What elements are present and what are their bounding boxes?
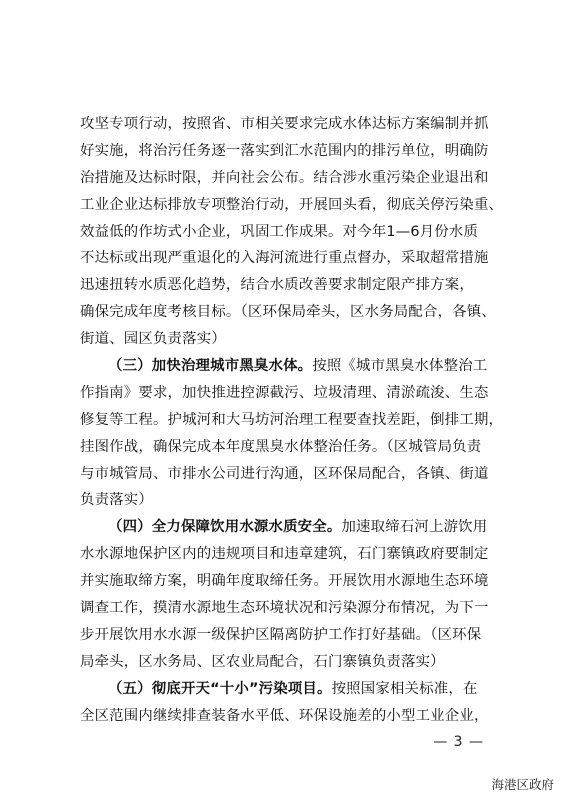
section-3-first-text: 按照《城市黑臭水体整治工 <box>312 358 488 375</box>
paragraph-line: 确保完成年度考核目标。（区环保局牵头，区水务局配合，各镇、 <box>80 304 496 321</box>
body-text <box>80 111 504 729</box>
paragraph-line: 迅速扭转水质恶化趋势，结合水质改善要求制定限产排方案， <box>80 277 474 294</box>
paragraph-line: 好实施，将治污任务逐一落实到汇水范围内的排污单位，明确防 <box>80 142 489 159</box>
paragraph-line: 攻坚专项行动，按照省、市相关要求完成水体达标方案编制并抓 <box>80 116 489 132</box>
section-3-heading: （三）加快治理城市黑臭水体。 <box>108 358 313 375</box>
paragraph-line: 作指南》要求，加快推进控源截污、垃圾清理、清淤疏浚、生态 <box>80 384 489 401</box>
section-5-first-line <box>80 676 498 703</box>
section-5-heading: （五）彻底开天“十小”污染项目。 <box>108 680 332 697</box>
section-5-first-text: 按照国家相关标准，在 <box>331 680 478 697</box>
page-number: — 3 — <box>433 734 484 750</box>
paragraph-line: 步开展饮用水水源一级保护区隔离防护工作打好基础。（区环保 <box>80 626 482 643</box>
paragraph-line: 治措施及达标时限，并向社会公布。结合涉水重污染企业退出和 <box>80 169 489 186</box>
paragraph-line: 街道、园区负责落实） <box>80 331 226 348</box>
source-watermark: 海港区政府 <box>491 777 554 792</box>
paragraph-line: 效益低的作坊式小企业，巩固工作成果。对今年1—6月份水质 <box>80 223 479 240</box>
paragraph-line: 水水源地保护区内的违规项目和违章建筑，石门寨镇政府要制定 <box>80 546 489 563</box>
paragraph-line: 负责落实） <box>80 492 153 509</box>
section-4-first-text: 加速取缔石河上游饮用 <box>341 519 488 536</box>
paragraph-line: 修复等工程。护城河和大马坊河治理工程要查找差距，倒排工期， <box>80 411 504 428</box>
paragraph-line: 不达标或出现严重退化的入海河流进行重点督办，采取超常措施 <box>80 250 489 267</box>
paragraph-line: 局牵头，区水务局、区农业局配合，石门寨镇负责落实） <box>80 653 445 670</box>
paragraph-line: 并实施取缔方案，明确年度取缔任务。开展饮用水源地生态环境 <box>80 573 489 590</box>
section-3-first-line <box>80 353 498 380</box>
paragraph-line: 全区范围内继续排查装备水平低、环保设施差的小型工业企业， <box>80 707 489 724</box>
paragraph-line: 工业企业达标排放专项整治行动，开展回头看，彻底关停污染重、 <box>80 196 504 213</box>
paragraph-line: 调查工作，摸清水源地生态环境状况和污染源分布情况，为下一 <box>80 600 489 617</box>
paragraph-line: 挂图作战，确保完成本年度黑臭水体整治任务。（区城管局负责 <box>80 438 482 455</box>
paragraph-line: 与市城管局、市排水公司进行沟通，区环保局配合，各镇、街道 <box>80 465 489 482</box>
section-4-first-line <box>80 514 498 541</box>
section-4-heading: （四）全力保障饮用水源水质安全。 <box>108 519 342 536</box>
